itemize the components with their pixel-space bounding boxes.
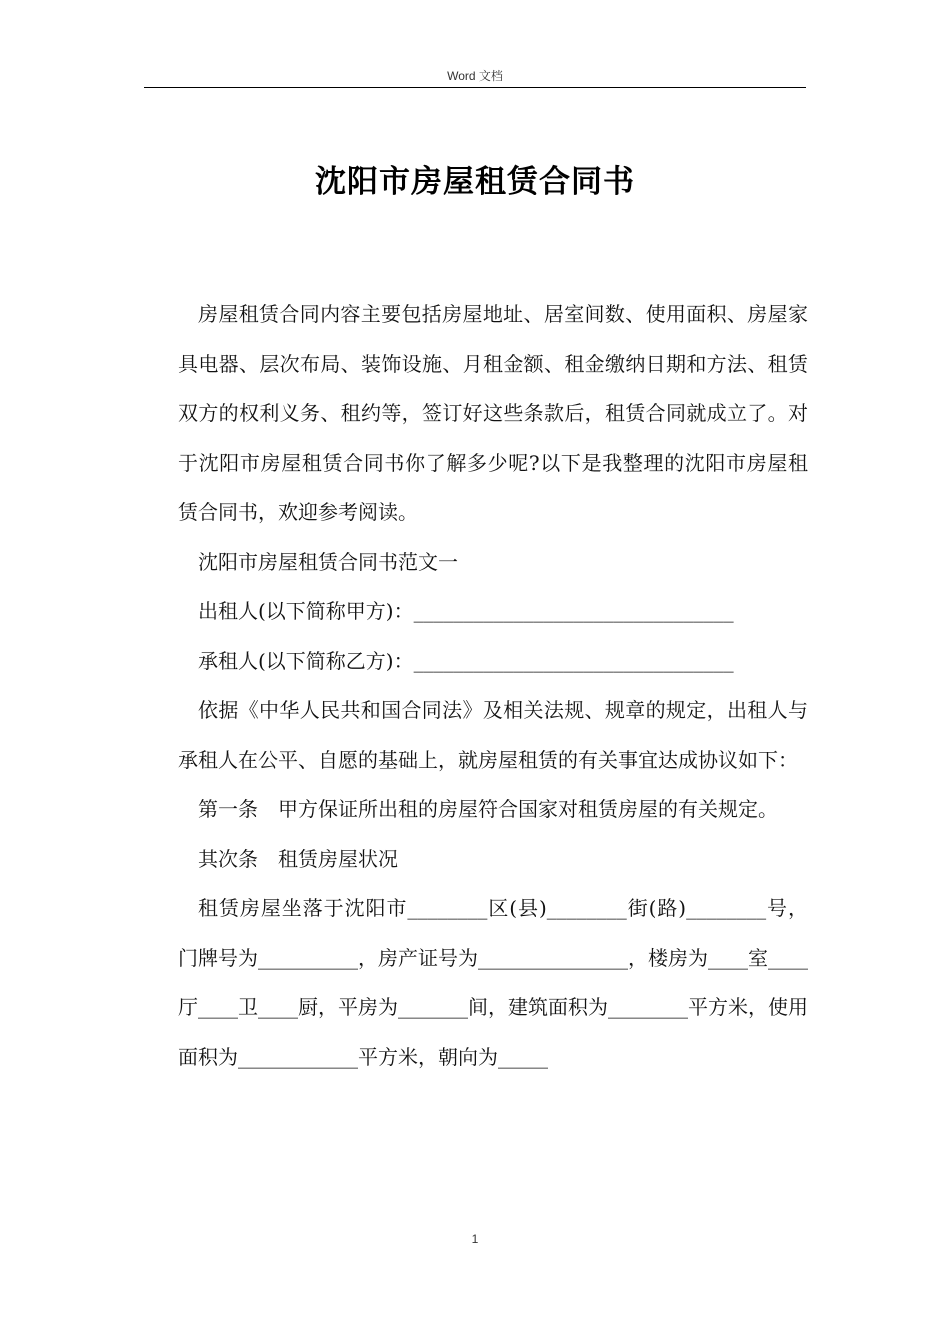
page-header-label: Word 文档 <box>447 69 503 83</box>
article-two-heading: 其次条 租赁房屋状况 <box>198 846 398 871</box>
document-title: 沈阳市房屋租赁合同书 <box>315 164 635 200</box>
intro-paragraph: 房屋租赁合同内容主要包括房屋地址、居室间数、使用面积、房屋家具电器、层次布局、装饰设施、月租金额、租金缴纳日期和方法、租赁双方的权利义务、租约等，签订好这些条款后，租赁合同就成立了。对于沈阳市房屋租赁合同书你了解多少呢?以下是我整理的沈阳市房屋租赁合同书，欢迎参考阅读。 <box>178 302 808 524</box>
basis-paragraph: 依据《中华人民共和国合同法》及相关法规、规章的规定，出租人与承租人在公平、自愿的基础上，就房屋租赁的有关事宜达成协议如下： <box>178 698 808 772</box>
sample-heading: 沈阳市房屋租赁合同书范文一 <box>198 549 458 574</box>
lessee-line: 承租人(以下简称乙方)：________________________________ <box>198 648 734 673</box>
header-divider <box>144 87 806 88</box>
page-number: 1 <box>471 1232 479 1246</box>
lessor-line: 出租人(以下简称甲方)：________________________________ <box>198 599 734 623</box>
property-details-paragraph: 租赁房屋坐落于沈阳市________区(县)________街(路)________号，门牌号为__________，房产证号为_______________，楼房为____室____厅____卫____厨，平房为_______间，建筑面积为________平方米，使用面积为____________平方米，朝向为_____ <box>178 896 808 1069</box>
article-one: 第一条 甲方保证所出租的房屋符合国家对租赁房屋的有关规定。 <box>198 797 778 821</box>
document-body <box>178 290 808 1082</box>
